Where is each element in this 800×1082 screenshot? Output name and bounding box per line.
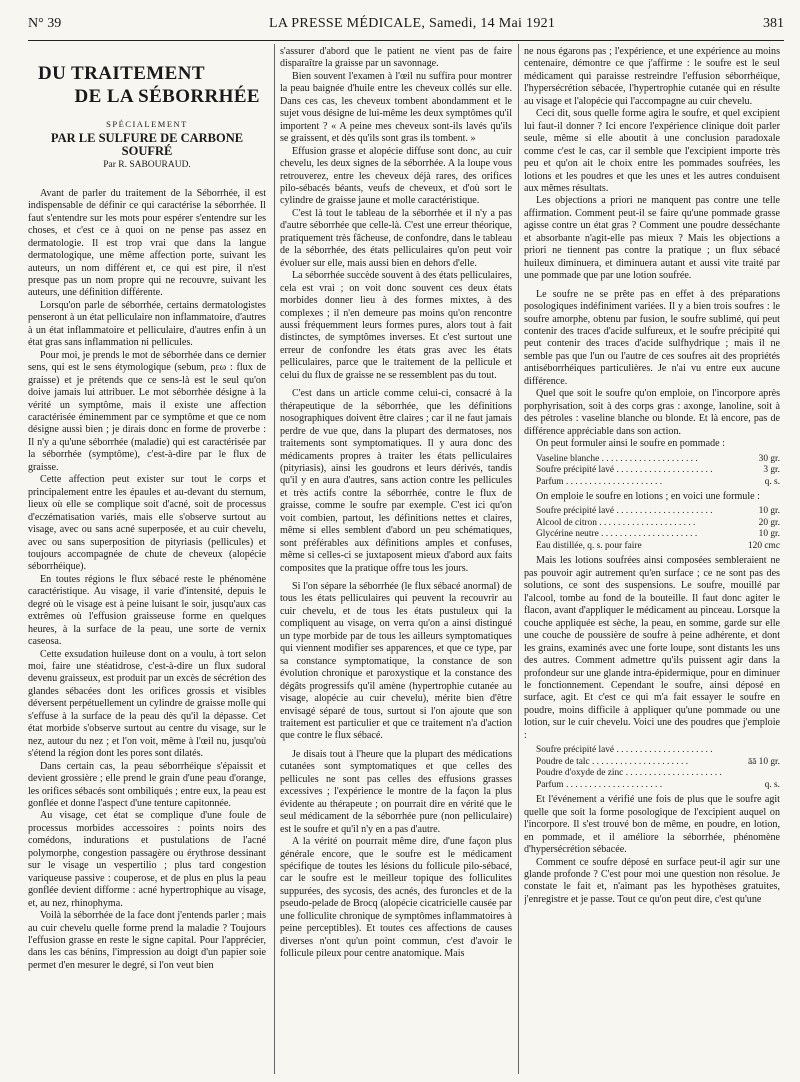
article-subtitle: PAR LE SULFURE DE CARBONE SOUFRÉ: [50, 131, 244, 158]
paragraph: Si l'on sépare la séborrhée (le flux sébacé anormal) de tous les états pelliculaires qui peuvent la recouvrir au cuir chevelu, et de tous les états pustuleux qui la compliquent au visage, on verra qu'on a ainsi distingué un type morbide par de tous les ailleurs symptomatiques qui viennent modifier ses apparences, et que ce type, par sa constance symptomatique, la constance de son évolution chronique et paroxystique et la constance des dégâts progressifs qu'il amène (hypertrophie cutanée au visage, alopécie au cuir chevelu), mérite bien d'être envisagé séparé de tous, surtout si l'on ajoute que son traitement est particulier et que ce traitement n'a d'action que contre le flux sébacé.: [280, 581, 512, 742]
ingredient-name: Parfum: [536, 476, 564, 487]
paragraph: C'est là tout le tableau de la séborrhée et il n'y a pas d'autre séborrhée que celle-là. C'est une erreur théorique, pratiquement très fâcheuse, de confondre, dans le tableau de la séborrhée, des états pelliculaires qu'on peut voir évoluer sur elle, mais aussi bien en dehors d'elle.: [280, 207, 512, 269]
journal-title: LA PRESSE MÉDICALE, Samedi, 14 Mai 1921: [268, 16, 556, 31]
paragraph: Ceci dit, sous quelle forme agira le soufre, et quel excipient lui faut-il donner ? Ici encore l'expérience clinique doit parler seule, même si elle aboutit à une conclusion paradoxale comme c'est le cas, car il semble que l'excipient importe très peu et qu'on ait le choix entre les pommades soufrées, les lotions et les poudres et que les unes et les autres conduisent aux mêmes résultats.: [524, 108, 780, 194]
column-2: [280, 46, 512, 1076]
article-byline: Par R. SABOURAUD.: [103, 160, 191, 171]
ingredient-name: Poudre de talc: [536, 756, 590, 767]
paragraph: Lorsqu'on parle de séborrhée, certains dermatologistes penseront à un état pelliculaire non inflammatoire, d'autres à un état inflammatoire et pelliculaire, d'autres enfin à un état gras sans inflammation ni pellicules.: [28, 299, 266, 349]
paragraph: En toutes régions le flux sébacé reste le phénomène caractéristique. Au visage, il varie d'intensité, depuis le degré où le visage est à peine luisant le soir, jusqu'aux cas extrêmes où l'effusion graisseuse forme en quelques heures, à la surface de la peau, une sorte de vernix caseosa.: [28, 573, 266, 648]
ingredient-quantity: q. s.: [764, 779, 780, 790]
formula-poudre: [536, 745, 780, 791]
formula-lotion: [536, 506, 780, 552]
page-number: 381: [762, 16, 784, 31]
paragraph: Mais les lotions soufrées ainsi composées sembleraient ne pas pouvoir agir autrement qu'en surface ; ce ne sont pas des solutions, ce sont des suspensions. Le soufre, mouillé par l'alcool, tombe au fond de la bouteille. Il faut donc agiter le flacon, avant d'appliquer le médicament au pinceau. Lorsque la couche appliquée est sèche, la peau, en somme, garde sur elle une couche de poussière de soufre à peine adhérente, et dont les grains, examinés avec une forte loupe, sont distants les uns des autres. Comment admettre qu'ils puissent agir dans la profondeur sur une glande intra-épidermique, pour en diminuer le fonctionnement. Cependant le soufre, ainsi déposé en surface, agit. Et c'est ce qui m'a fait essayer le soufre en poudre, moins difficile à appliquer qu'une pommade ou une lotion, sur le cuir chevelu. Voici une des poudres que j'emploie :: [524, 555, 780, 741]
ingredient-quantity: [724, 745, 780, 757]
paragraph: Avant de parler du traitement de la Séborrhée, il est indispensable de définir ce qui caractérise la séborrhée. Il faut s'entendre sur les mots pour espérer s'entendre sur les choses, et c'est ce à quoi on ne pense pas assez en dermatologie. Il est trop vrai que dans la langue dermatologique, une même affection porte, suivant les auteurs, un nom différent et, ce qui est pire, il n'est presque pas un nom propre qui ne recouvre, suivant les auteurs, une définition différente.: [28, 187, 266, 299]
formula-row: Soufre précipité lavé . . . . . . . . . . . . . . . . . . . . . 3 gr.: [536, 465, 780, 475]
paragraph: Quel que soit le soufre qu'on emploie, on l'incorpore après porphyrisation, soit à des corps gras : axonge, lanoline, soit à des pétroles : vaseline blanche ou blonde. Et là encore, pas de différence appréciable dans son action.: [524, 388, 780, 437]
paragraph: La séborrhée succède souvent à des états pelliculaires, cela est vrai ; on voit donc souvent ces deux états morbides donner lieu à des formes mixtes, à des complexes ; il n'en demeure pas moins qu'on rencontre aussi fréquemment leurs formes pures, alors tout à fait distinctes, de symptômes inverses. Et c'est surtout une erreur de confondre les états gras avec les états pelliculaires, parce que le traitement de la pellicule et celui du flux de graisse ne se ressemblent pas du tout.: [280, 270, 512, 381]
issue-number: N° 39: [28, 16, 62, 31]
ingredient-quantity: q. s.: [764, 476, 780, 487]
formula-pommade: [536, 454, 780, 489]
paragraph: s'assurer d'abord que le patient ne vient pas de faire disparaître la graisse par un savonnage.: [280, 46, 512, 70]
ingredient-name: Alcool de citron: [536, 517, 597, 528]
ingredient-quantity: āā 10 gr.: [747, 756, 780, 767]
paragraph: Je disais tout à l'heure que la plupart des médications cutanées sont symptomatiques et que celles des pellicules ne sont pas celles des effusions grasses excessives ; l'expérience le montre de la façon la plus évidente au thérapeute ; on pourrait dire en vérité que le seul médicament de la séborrhée pure (non pelliculaire) est le soufre et qu'il n'y en a pas d'autre.: [280, 748, 512, 835]
ingredient-quantity: 10 gr.: [758, 529, 780, 540]
ingredient-name: Eau distillée, q. s. pour faire: [536, 540, 642, 551]
formula-row: Soufre précipité lavé . . . . . . . . . . . . . . . . . . . . .: [536, 745, 780, 757]
ingredient-name: Soufre précipité lavé: [536, 506, 615, 517]
ingredient-quantity: 20 gr.: [758, 517, 780, 528]
paragraph: Comment ce soufre déposé en surface peut-il agir sur une glande profonde ? C'est pour moi une question non résolue. Je constate le fait et, n'aimant pas les hypothèses gratuites, j'enregistre et je passe. Tout ce qu'on peut dire, c'est qu'une: [524, 856, 780, 905]
header-rule: [28, 40, 784, 41]
ingredient-quantity: 3 gr.: [763, 465, 780, 475]
ingredient-quantity: 120 cmc: [747, 540, 780, 551]
ingredient-name: Vaseline blanche: [536, 453, 600, 464]
column-divider: [518, 44, 519, 1074]
formula-row: Parfum . . . . . . . . . . . . . . . . . . . . . q. s.: [536, 779, 780, 790]
paragraph: Le soufre ne se prête pas en effet à des préparations posologiques indéfiniment variées. Il y a bien trois soufres : le soufre amorphe, obtenu par fusion, le soufre sublimé, qui peut contenir des traces d'acide sulfureux, et le soufre précipité qui peut contenir des traces d'acide sulfhydrique ; mais il ne semble pas que l'un ou l'autre de ces soufres ait des propriétés antiséborrhéiques particulières. Je n'ai vu entre eux aucune différence.: [524, 288, 780, 387]
paragraph: Effusion grasse et alopécie diffuse sont donc, au cuir chevelu, les deux signes de la séborrhée. A la loupe vous retrouverez, entre les cheveux déjà rares, des orifices pilo-sébacés béants, veufs de cheveux, et d'où sort le cylindre de graisse jaune et molle caractéristique.: [280, 145, 512, 207]
ingredient-name: Soufre précipité lavé: [536, 465, 615, 475]
formula-row: Poudre d'oxyde de zinc . . . . . . . . . . . . . . . . . . . . .: [536, 768, 780, 780]
paragraph: Bien souvent l'examen à l'œil nu suffira pour montrer la peau baignée d'huile entre les cheveux collés sur elle. Dans ces cas, les cheveux tombent abondamment et le sujet vous désigne de lui-même les deux symptômes qu'il importent ? « A peine mes cheveux sont-ils lavés qu'ils se graissent, et dès qu'ils sont gras ils tombent. »: [280, 70, 512, 145]
paragraph: Au visage, cet état se complique d'une foule de processus morbides accessoires : points noirs des comédons, indurations et pustulations de l'acné polymorphe, congestion passagère ou érythrose dessinant sur le visage un vespertilio ; plus tard congestion variqueuse passive : couperose, et de plus en plus la peau gonflée devient difforme : acné hypertrophique au visage, et, au nez, rhinophyma.: [28, 810, 266, 909]
paragraph: Et l'événement a vérifié une fois de plus que le soufre agit quelle que soit la forme posologique de l'excipient auquel on l'incorpore. Il s'est trouvé bon de même, en poudre, en lotion, en pommade, et il améliore la séborrhée, phénomène d'hypersécrétion sébacée.: [524, 794, 780, 856]
paragraph: Cette affection peut exister sur tout le corps et principalement entre les épaules et au-devant du sternum, lieux où elle se complique soit d'acné, soit de processus d'eczématisation variés, mais elle s'observe surtout au visage, avec ou sans acné superposée, et au cuir chevelu, avec ou sans superposition de pityriasis (pellicules) et toujours accompagnée de chute de cheveux (alopécie séborrhéique).: [28, 474, 266, 573]
paragraph: On peut formuler ainsi le soufre en pommade :: [536, 438, 725, 450]
article-title-line-1: DU TRAITEMENT: [38, 63, 205, 84]
article-kicker: SPÉCIALEMENT: [106, 119, 188, 129]
column-1: [28, 50, 266, 1076]
ingredient-quantity: [724, 768, 780, 780]
ingredient-name: Glycérine neutre: [536, 529, 599, 540]
ingredient-name: Poudre d'oxyde de zinc: [536, 768, 624, 779]
formula-row: Vaseline blanche . . . . . . . . . . . . . . . . . . . . . 30 gr.: [536, 453, 780, 464]
paragraph: C'est dans un article comme celui-ci, consacré à la thérapeutique de la séborrhée, que les définitions nosographiques doivent être claires ; car il ne faut jamais perdre de vue que, dans la plupart des dermatoses, nos traitements sont symptomatiques. Il y aura donc des médicaments propres à traiter les états pelliculaires (pityriasis), ainsi les goudrons et leurs dérivés, tandis qu'il y en aura d'autres, sans action contre les pellicules et très actifs contre la séborrhée, contre le flux de graisse, comme le soufre par exemple. C'est ici qu'on voit combien, partout, les définitions nettes et claires, même si elles semblent d'abord un peu schématiques, sont préférables aux définitions amples et confuses, même si celles-ci se juxtaposent mieux d'abord aux faits composites que la pratique offre tous les jours.: [280, 388, 512, 574]
formula-row: Soufre précipité lavé . . . . . . . . . . . . . . . . . . . . . 10 gr.: [536, 506, 780, 517]
formula-row: Alcool de citron . . . . . . . . . . . . . . . . . . . . . 20 gr.: [536, 517, 780, 528]
ingredient-name: Parfum: [536, 779, 564, 790]
paragraph: Dans certain cas, la peau séborrhéique s'épaissit et devient grossière ; elle prend le grain d'une peau d'orange, les orifices sébacés sont ombiliqués ; entre eux, la peau est gonflée et donne l'aspect d'une tenture capitonnée.: [28, 760, 266, 810]
paragraph: On emploie le soufre en lotions ; en voici une formule :: [536, 491, 760, 502]
formula-row: Glycérine neutre . . . . . . . . . . . . . . . . . . . . . 10 gr.: [536, 529, 780, 540]
page-header: [28, 16, 784, 36]
paragraph: Pour moi, je prends le mot de séborrhée dans ce dernier sens, qui est le sens étymologique (sebum, ρεω : flux de graisse) et je prétends que ce sens-là est le seul qu'on doive jamais lui attribuer. Le mot séborrhée désigne à la vérité un symptôme, mais il existe une affection caractérisée éminemment par ce symptôme et que ce nom désigne aussi bien ; je dirais donc en forme de proverbe : Il n'y a qu'une séborrhée (maladie) qui est caractérisée par la séborrhée (symptôme), c'est-à-dire par le flux de graisse.: [28, 349, 266, 473]
formula-row: Poudre de talc . . . . . . . . . . . . . . . . . . . . . āā 10 gr.: [536, 756, 780, 767]
ingredient-name: Soufre précipité lavé: [536, 745, 615, 756]
paragraph: Cette exsudation huileuse dont on a voulu, à tort selon moi, faire une stéatidrose, c'est-à-dire un flux sudoral devenu graisseux, est produit par un excès de sécrétion des glandes sébacées dont les orifices grossis et visibles déversent perpétuellement un cylindre de graisse molle qui s'effuse à la surface de la peau dès qu'il la dépasse. Cet état morbide s'observe surtout au centre du visage, sur le nez, autour du nez ; et l'on voit, même à l'œil nu, jusqu'où s'étend la région dont les pores sont dilatés.: [28, 648, 266, 760]
paragraph: Les objections a priori ne manquent pas contre une telle affirmation. Comment peut-il se faire qu'une pommade grasse agisse contre un état gras ? Comment une poudre desséchante et absorbante n'agit-elle pas mieux ? Mais les objections a priori ne tiennent pas contre la pratique ; un flux sébacé huileux diminuera, et diminuera autant et aussi vite traité par une pommade que par une lotion soufrée.: [524, 195, 780, 282]
article-title-line-2: DE LA SÉBORRHÉE: [74, 86, 260, 107]
column-divider: [274, 44, 275, 1074]
paragraph: ne nous égarons pas ; l'expérience, et une expérience au moins centenaire, démontre ce que j'affirme : le soufre est le seul médicament qui paraisse restreindre l'effusion séborrhéique, l'hypersécrétion sébacée, l'hypertrophie cutanée qui en résulte au visage et l'alopécie qui l'accompagne au cuir chevelu.: [524, 46, 780, 107]
ingredient-quantity: 10 gr.: [758, 506, 780, 517]
paragraph: Voilà la séborrhée de la face dont j'entends parler ; mais au cuir chevelu quelle forme prend la maladie ? Toujours l'effusion grasse en reste le signe capital. Pour l'apprécier, dans les cas bénins, l'impression au doigt d'un papier soie permet d'en mesurer le degré, si l'on veut bien: [28, 910, 266, 971]
ingredient-quantity: 30 gr.: [758, 453, 780, 464]
paragraph: A la vérité on pourrait même dire, d'une façon plus générale encore, que le soufre est le médicament spécifique de toutes les lésions du follicule pilo-sébacé, car le soufre est le meilleur topique des folliculites suppurées, des sycosis, des acnés, des furoncles et de la pseudo-pelade de Brocq (alopécie cicatricielle causée par une folliculite chronique de symptômes inflammatoires à peine perceptibles). Et toutes ces affections de causes diverses n'ont qu'un point commun, c'est d'avoir le follicule pileux pour centre anatomique. Mais: [280, 836, 512, 960]
formula-row: Parfum . . . . . . . . . . . . . . . . . . . . . q. s.: [536, 476, 780, 487]
formula-row: [536, 541, 780, 553]
column-3: [524, 46, 780, 1076]
